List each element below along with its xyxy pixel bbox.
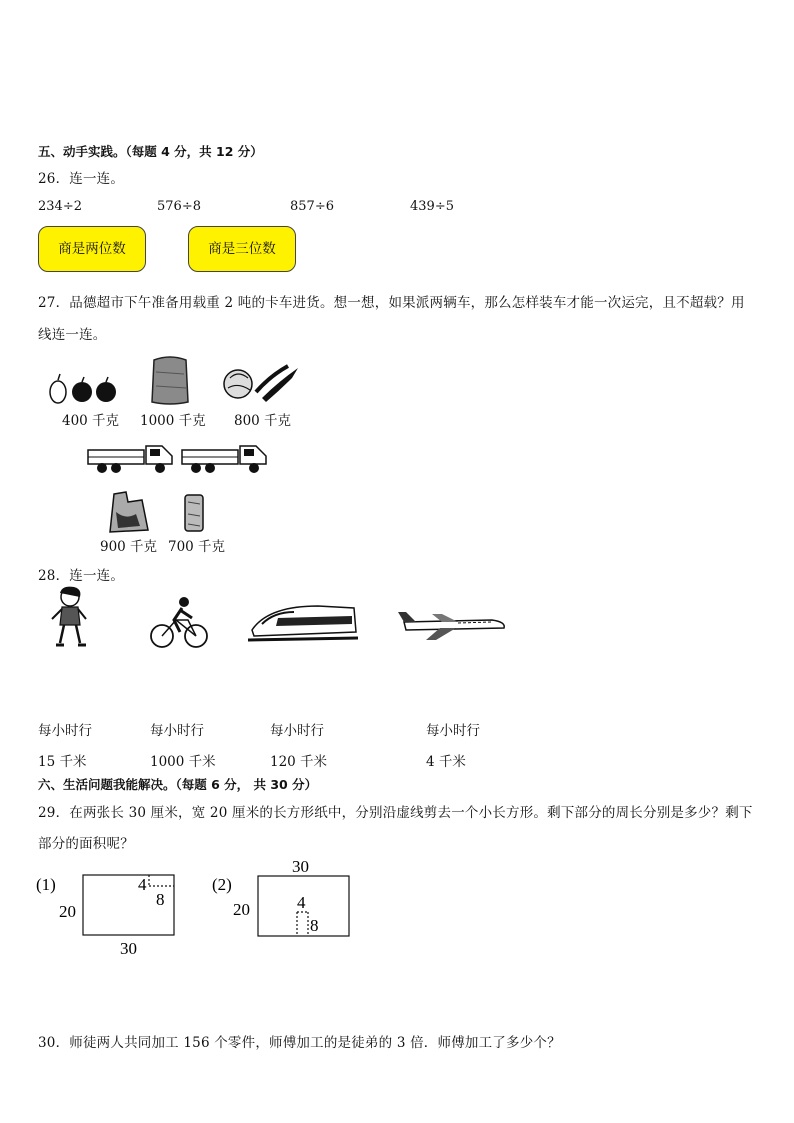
speed-value-15: 15 千米: [38, 754, 87, 770]
expression-3: 857÷6: [290, 199, 334, 214]
truck-icon: [86, 440, 176, 476]
speed-label-1: 每小时行: [38, 723, 92, 739]
weight-900: 900 千克: [100, 539, 158, 555]
question-28: 28．连一连。: [38, 568, 125, 584]
weight-1000: 1000 千克: [140, 413, 206, 429]
speed-value-1000: 1000 千米: [150, 754, 216, 770]
section-6-title: 六、生活问题我能解决。（每题 6 分， 共 30 分）: [38, 777, 318, 792]
cut-height-label: 8: [156, 890, 165, 909]
question-27-line1: 27．品德超市下午准备用载重 2 吨的卡车进货。想一想，如果派两辆车，那么怎样装车才能一次运完，且不超载？用: [38, 295, 745, 311]
question-29-line2: 部分的面积呢？: [38, 836, 134, 852]
figure-2-label: (2): [212, 875, 232, 894]
high-speed-train-icon: [248, 600, 360, 644]
airplane-icon: [396, 606, 508, 642]
expression-1: 234÷2: [38, 199, 82, 214]
height-label: 20: [233, 900, 250, 919]
speed-label-4: 每小时行: [426, 723, 480, 739]
weight-400: 400 千克: [62, 413, 120, 429]
question-27-line2: 线连一连。: [38, 327, 107, 343]
question-29-line1: 29．在两张长 30 厘米，宽 20 厘米的长方形纸中，分别沿虚线剪去一个小长方形。剩下部分的周长分别是多少？剩下: [38, 805, 753, 821]
cut-width-label: 4: [138, 875, 147, 894]
speed-value-4: 4 千米: [426, 754, 466, 770]
question-30: 30．师徒两人共同加工 156 个零件，师傅加工的是徒弟的 3 倍．师傅加工了多少个？: [38, 1035, 561, 1051]
rectangle-figure-1: [34, 868, 184, 960]
cut-width-label: 4: [297, 893, 306, 912]
bubble-label: 商是三位数: [208, 241, 276, 257]
question-26: 26．连一连。: [38, 171, 125, 187]
rectangle-figure-2: [208, 852, 358, 942]
sack-icon: [148, 352, 192, 406]
fruit-icon: [46, 370, 122, 406]
vegetables-icon: [222, 362, 302, 404]
child-walking-icon: [48, 585, 90, 649]
bubble-label: 商是两位数: [58, 241, 126, 257]
bag-icon: [106, 490, 152, 534]
figure-1-label: (1): [36, 875, 56, 894]
width-label: 30: [292, 857, 309, 876]
truck-icon: [180, 440, 270, 476]
width-label: 30: [120, 939, 137, 958]
bubble-two-digit-quotient: [38, 226, 146, 272]
barrel-icon: [182, 492, 206, 534]
speed-label-2: 每小时行: [150, 723, 204, 739]
height-label: 20: [59, 902, 76, 921]
weight-700: 700 千克: [168, 539, 226, 555]
speed-label-3: 每小时行: [270, 723, 324, 739]
cyclist-icon: [150, 596, 210, 650]
speed-value-120: 120 千米: [270, 754, 328, 770]
weight-800: 800 千克: [234, 413, 292, 429]
cut-height-label: 8: [310, 916, 319, 935]
bubble-three-digit-quotient: [188, 226, 296, 272]
expression-4: 439÷5: [410, 199, 454, 214]
expression-2: 576÷8: [157, 199, 201, 214]
section-5-title: 五、动手实践。（每题 4 分，共 12 分）: [38, 144, 263, 159]
